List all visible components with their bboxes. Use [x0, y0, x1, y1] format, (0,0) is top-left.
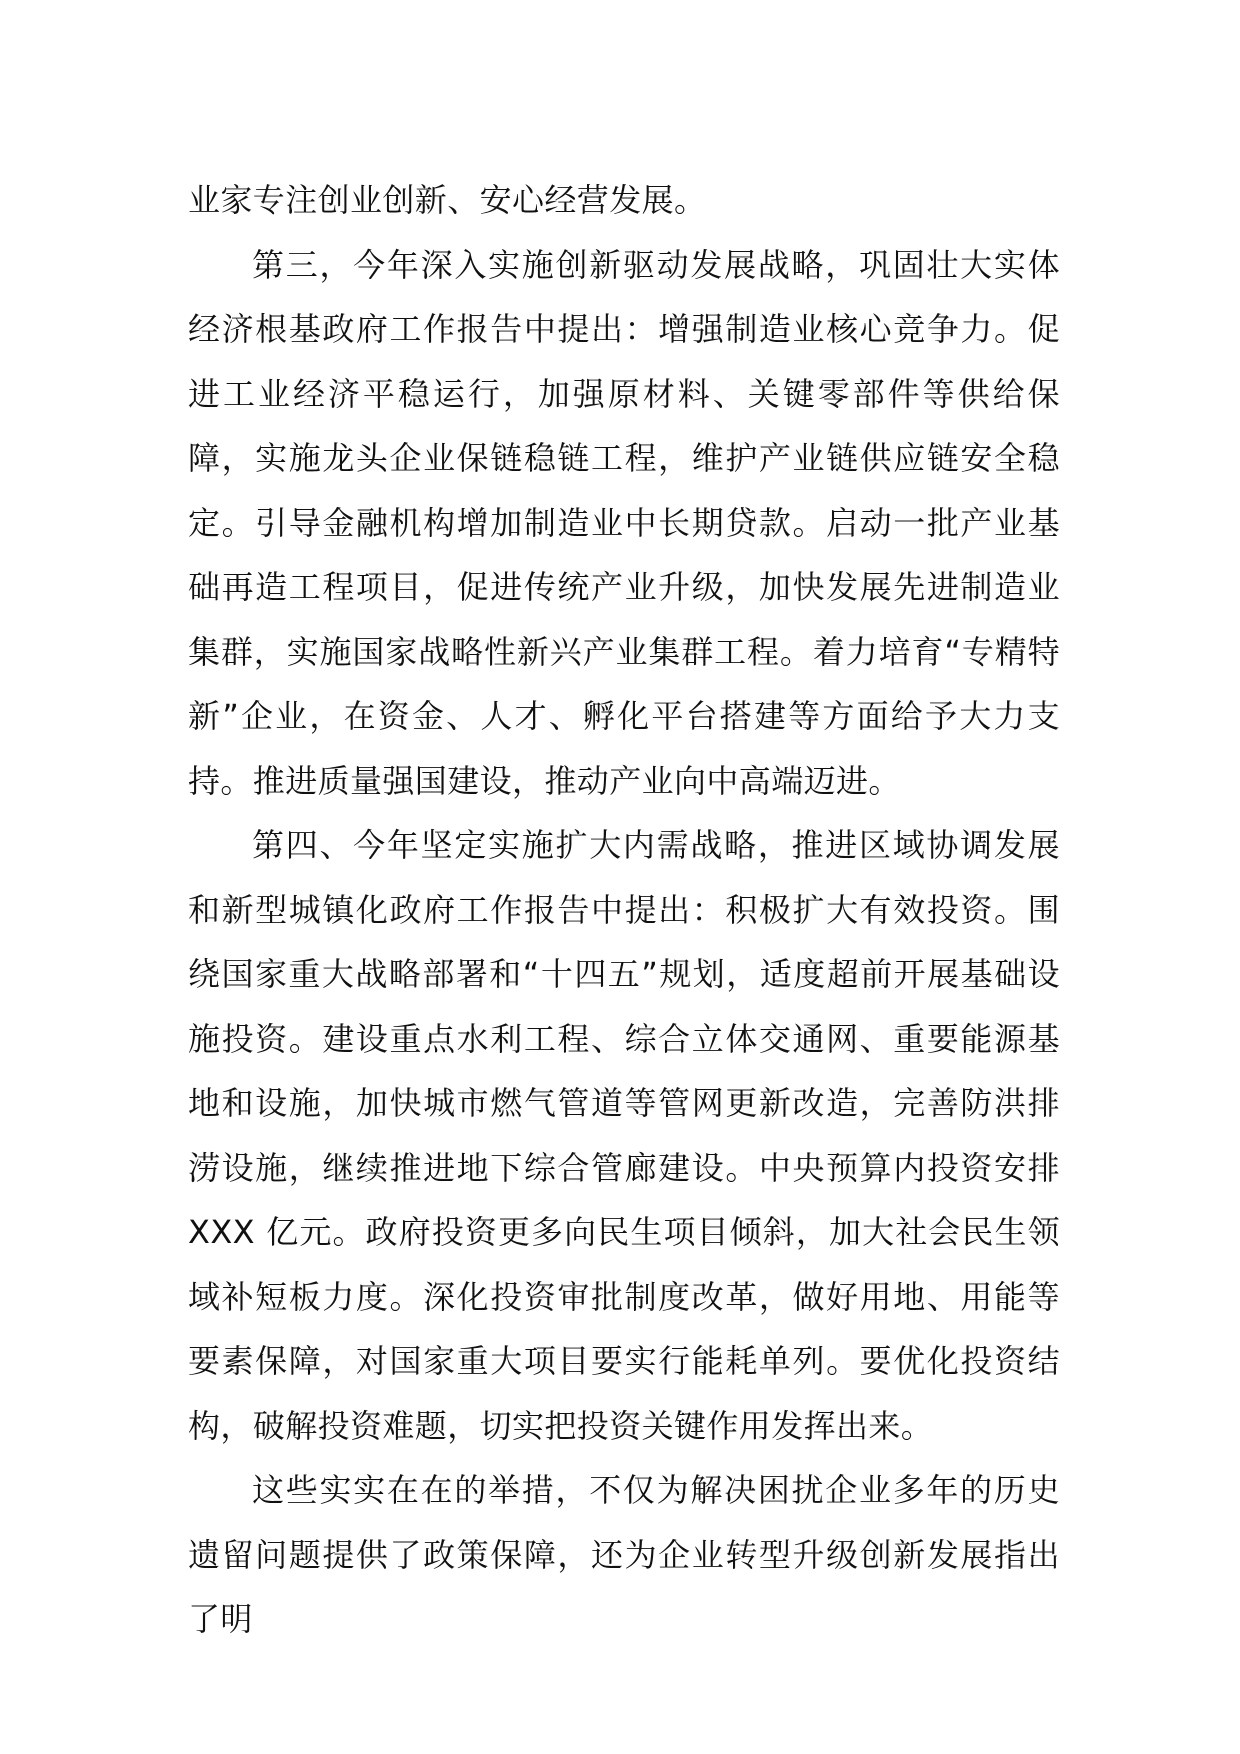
- body-text: [188, 168, 1060, 1652]
- paragraph-continuation: 业家专注创业创新、安心经营发展。: [188, 181, 707, 219]
- paragraph-fourth-point: 第四、今年坚定实施扩大内需战略，推进区域协调发展和新型城镇化政府工作报告中提出：积极扩大有效投资。围绕国家重大战略部署和“十四五”规划，适度超前开展基础设施投资。建设重点水利工程、综合立体交通网、重要能源基地和设施，加快城市燃气管道等管网更新改造，完善防洪排涝设施，继续推进地下综合管廊建设。中央预算内投资安排 XXX 亿元。政府投资更多向民生项目倾斜，加大社会民生领域补短板力度。深化投资审批制度改革，做好用地、用能等要素保障，对国家重大项目要实行能耗单列。要优化投资结构，破解投资难题，切实把投资关键作用发挥出来。: [188, 826, 1060, 1445]
- paragraph-third-point: 第三，今年深入实施创新驱动发展战略，巩固壮大实体经济根基政府工作报告中提出：增强制造业核心竞争力。促进工业经济平稳运行，加强原材料、关键零部件等供给保障，实施龙头企业保链稳链工程，维护产业链供应链安全稳定。引导金融机构增加制造业中长期贷款。启动一批产业基础再造工程项目，促进传统产业升级，加快发展先进制造业集群，实施国家战略性新兴产业集群工程。着力培育“专精特新”企业，在资金、人才、孵化平台搭建等方面给予大力支持。推进质量强国建设，推动产业向中高端迈进。: [188, 245, 1060, 800]
- paragraph-conclusion: 这些实实在在的举措，不仅为解决困扰企业多年的历史遗留问题提供了政策保障，还为企业转型升级创新发展指出了明: [188, 1471, 1060, 1638]
